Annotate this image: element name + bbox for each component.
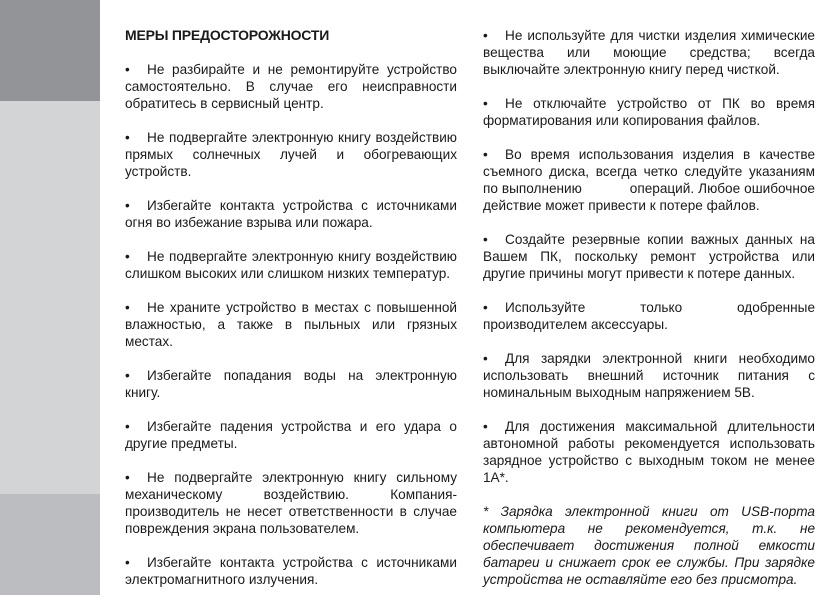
bullet-icon: • [125, 300, 130, 315]
bullet-icon: • [483, 351, 488, 366]
list-item: • Для зарядки электронной книги необходимо использовать внешний источник питания с номинальным выходным напряжением 5В. [483, 351, 815, 400]
bullet-icon: • [483, 96, 488, 111]
bullet-icon: • [483, 419, 488, 434]
list-item: • Не используйте для чистки изделия химические вещества или моющие средства; всегда выключайте электронную книгу перед чисткой. [483, 28, 815, 77]
sidebar-band-bottom [0, 494, 100, 595]
list-item: • Избегайте контакта устройства с источниками электромагнитного излучения. [125, 555, 457, 587]
bullet-icon: • [125, 368, 130, 383]
list-item: • Не храните устройство в местах с повышенной влажностью, а также в пыльных или грязных местах. [125, 300, 457, 349]
bullet-icon: • [125, 198, 130, 213]
bullet-icon: • [125, 62, 130, 77]
bullet-icon: • [483, 300, 488, 315]
list-item: • Избегайте контакта устройства с источниками огня во избежание взрыва или пожара. [125, 198, 457, 230]
bullet-icon: • [125, 249, 130, 264]
sidebar-band-top [0, 0, 100, 101]
sidebar-band-middle [0, 101, 100, 494]
list-item: • Не подвергайте электронную книгу воздействию прямых солнечных лучей и обогревающих устройств. [125, 130, 457, 179]
list-item: • Не разбирайте и не ремонтируйте устройство самостоятельно. В случае его неисправности обратитесь в сервисный центр. [125, 62, 457, 111]
bullet-icon: • [483, 232, 488, 247]
list-item: • Используйте только одобренные производителем аксессуары. [483, 300, 815, 332]
left-column [125, 27, 457, 605]
bullet-icon: • [125, 419, 130, 434]
list-item: • Создайте резервные копии важных данных на Вашем ПК, поскольку ремонт устройства или другие причины могут привести к потере данных. [483, 232, 815, 281]
list-item: • Избегайте попадания воды на электронную книгу. [125, 368, 457, 400]
bullet-icon: • [483, 28, 488, 43]
list-item: • Не подвергайте электронную книгу сильному механическому воздействию. Компания-производитель не несет ответственности в случае повреждения экрана пользователем. [125, 470, 457, 536]
bullet-icon: • [125, 130, 130, 145]
list-item: • Не отключайте устройство от ПК во время форматирования или копирования файлов. [483, 96, 815, 128]
footnote: * Зарядка электронной книги от USB-порта компьютера не рекомендуется, т.к. не обеспечивает достижения полной емкости батареи и снижает срок ее службы. При зарядке устройства не оставляйте его без присмотра. [483, 504, 815, 587]
bullet-icon: • [483, 147, 488, 162]
right-column [483, 27, 819, 602]
page-title: МЕРЫ ПРЕДОСТОРОЖНОСТИ [125, 27, 330, 43]
list-item: • Не подвергайте электронную книгу воздействию слишком высоких или слишком низких температур. [125, 249, 457, 281]
bullet-icon: • [125, 470, 130, 485]
list-item: • Для достижения максимальной длительности автономной работы рекомендуется использовать зарядное устройство с выходным током не менее 1А*. [483, 419, 815, 485]
list-item: • Во время использования изделия в качестве съемного диска, всегда четко следуйте указаниям по выполнению операций. Любое ошибочное действие может привести к потере файлов. [483, 147, 819, 213]
list-item: • Избегайте падения устройства и его удара о другие предметы. [125, 419, 457, 451]
bullet-icon: • [125, 555, 130, 570]
